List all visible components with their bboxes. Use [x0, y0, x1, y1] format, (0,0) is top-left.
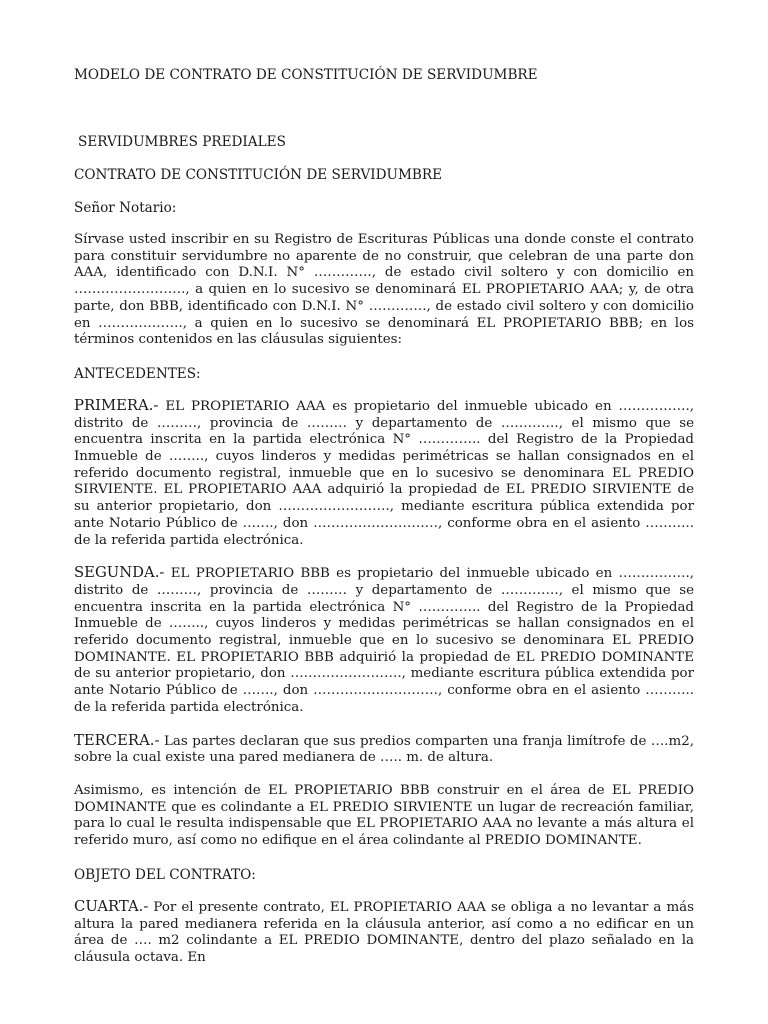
contract-title: CONTRATO DE CONSTITUCIÓN DE SERVIDUMBRE	[74, 167, 443, 183]
clause-cuarta	[74, 899, 694, 967]
intro-paragraph: Sírvase usted inscribir en su Registro de Escrituras Públicas una donde conste el contrato para constituir servidumbre no aparente de no construir, que celebran de una parte don AAA, identificado con D.N.I. N° …………., de estado civil soltero y con domicilio en ……………………., a quien en lo sucesivo se denominará EL PROPIETARIO AAA; y, de otra parte, don BBB, identificado con D.N.I. N° …………., de estado civil soltero y con domicilio en ………………., a quien en lo sucesivo se denominará EL PROPIETARIO BBB; en los términos contenidos en las cláusulas siguientes:	[74, 232, 694, 348]
asimismo-paragraph: Asimismo, es intención de EL PROPIETARIO BBB construir en el área de EL PREDIO DOMINANTE que es colindante a EL PREDIO SIRVIENTE un lugar de recreación familiar, para lo cual le resulta indispensable que EL PROPIETARIO AAA no levante a más altura el referido muro, así como no edifique en el área colindante al PREDIO DOMINANTE.	[74, 782, 694, 849]
document-page	[74, 66, 694, 983]
clause-tercera	[74, 733, 694, 767]
clause-primera-text: EL PROPIETARIO AAA es propietario del inmueble ubicado en ……………., distrito de ………, provincia de ……… y departamento de …………., el mismo que se encuentra inscrita en la partida electrónica N° ………….. del Registro de la Propiedad Inmueble de …….., cuyos linderos y medidas perimétricas se hallan consignados en el referido documento registral, inmueble que en lo sucesivo se denominara EL PREDIO SIRVIENTE. EL PROPIETARIO AAA adquirió la propiedad de EL PREDIO SIRVIENTE de su anterior propietario, don ……………………., mediante escritura pública extendida por ante Notario Público de ……., don ………………………., conforme obra en el asiento ……….. de la referida partida electrónica.	[74, 398, 694, 548]
objeto-heading: OBJETO DEL CONTRATO:	[74, 866, 256, 883]
salutation: Señor Notario:	[74, 200, 177, 216]
clause-segunda-text: EL PROPIETARIO BBB es propietario del inmueble ubicado en ……………., distrito de ………, provincia de ……… y departamento de …………., el mismo que se encuentra inscrita en la partida electrónica N° ………….. del Registro de la Propiedad Inmueble de …….., cuyos linderos y medidas perimétricas se hallan consignados en el referido documento registral, inmueble que en lo sucesivo se denominara EL PREDIO DOMINANTE. EL PROPIETARIO BBB adquirió la propiedad de EL PREDIO DOMINANTE de su anterior propietario, don ……………………., mediante escritura pública extendida por ante Notario Público de ……., don ………………………., conforme obra en el asiento ……….. de la referida partida electrónica.	[74, 566, 694, 715]
clause-cuarta-text: Por el presente contrato, EL PROPIETARIO AAA se obliga a no levantar a más altura la pared medianera referida en la cláusula anterior, así como a no edificar en un área de …. m2 colindante a EL PREDIO DOMINANTE, dentro del plazo señalado en la cláusula octava. En	[74, 899, 694, 965]
clause-cuarta-lead: CUARTA.-	[74, 897, 149, 915]
clause-segunda-lead: SEGUNDA.-	[74, 564, 165, 582]
clause-primera	[74, 398, 694, 549]
clause-tercera-text: Las partes declaran que sus predios comparten una franja limítrofe de ….m2, sobre la cual existe una pared medianera de ….. m. de altura.	[74, 733, 694, 766]
clause-segunda	[74, 565, 694, 716]
antecedentes-heading: ANTECEDENTES:	[74, 365, 201, 382]
section-subtitle: SERVIDUMBRES PREDIALES	[78, 134, 286, 150]
clause-primera-lead: PRIMERA.-	[74, 396, 159, 414]
document-title: MODELO DE CONTRATO DE CONSTITUCIÓN DE SERVIDUMBRE	[74, 67, 538, 83]
clause-tercera-lead: TERCERA.-	[74, 731, 160, 749]
